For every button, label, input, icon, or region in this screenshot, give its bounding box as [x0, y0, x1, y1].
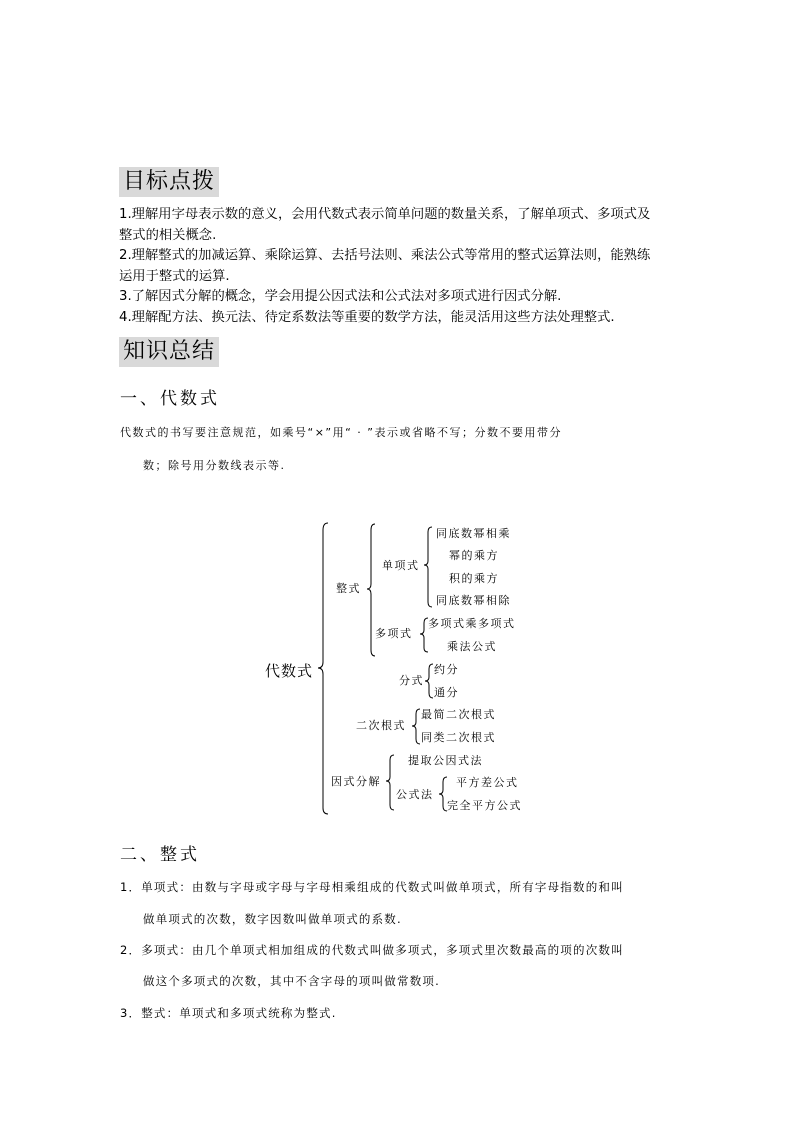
- definition-line: 做这个多项式的次数，其中不含字母的项叫做常数项.: [143, 974, 440, 988]
- goal-line: 运用于整式的运算.: [119, 268, 230, 284]
- brace-zhengshi: [367, 524, 375, 656]
- node-gongshifa: 公式法: [396, 788, 434, 801]
- node-duoxiangshi: 多项式: [375, 627, 413, 640]
- leaf-item: 完全平方公式: [447, 799, 522, 812]
- leaf-item: 积的乘方: [449, 572, 499, 585]
- section-title-algebraic-expression: 一、代数式: [120, 389, 220, 409]
- goals-paragraph: [119, 205, 679, 328]
- node-zhengshi: 整式: [336, 582, 361, 595]
- definition-line: 2．多项式：由几个单项式相加组成的代数式叫做多项式，多项式里次数最高的项的次数叫: [120, 943, 624, 957]
- goal-line: 3.了解因式分解的概念，学会用提公因式法和公式法对多项式进行因式分解.: [119, 289, 562, 304]
- leaf-item: 同底数幂相乘: [436, 527, 511, 540]
- brace-yinshi: [386, 755, 394, 810]
- definition-line: 做单项式的次数，数字因数叫做单项式的系数.: [143, 912, 402, 926]
- brace-fenshi: [425, 664, 433, 698]
- brace-duoxiangshi: [420, 618, 428, 652]
- node-genshi: 二次根式: [356, 719, 406, 732]
- leaf-item: 同底数幂相除: [436, 594, 511, 607]
- brace-gongshifa: [439, 777, 447, 811]
- goal-line: 1.理解用字母表示数的意义，会用代数式表示简单问题的数量关系，了解单项式、多项式及: [119, 207, 651, 222]
- leaf-item: 幂的乘方: [449, 549, 499, 562]
- goal-line: 整式的相关概念.: [119, 227, 217, 243]
- note-line: 代数式的书写要注意规范，如乘号“×”用“ · ”表示或省略不写；分数不要用带分: [120, 426, 562, 439]
- note-line: 数；除号用分数线表示等.: [143, 459, 286, 472]
- leaf-item: 同类二次根式: [421, 731, 496, 744]
- heading-knowledge-summary: 知识总结: [119, 337, 219, 367]
- goal-line: 4.理解配方法、换元法、待定系数法等重要的数学方法，能灵活用这些方法处理整式.: [119, 309, 615, 325]
- leaf-item: 平方差公式: [456, 776, 519, 789]
- definition-line: 1．单项式：由数与字母或字母与字母相乘组成的代数式叫做单项式，所有字母指数的和叫: [120, 880, 624, 894]
- leaf-item: 乘法公式: [447, 640, 497, 653]
- leaf-item: 通分: [434, 686, 459, 699]
- leaf-item: 约分: [434, 663, 459, 676]
- leaf-item: 最简二次根式: [421, 708, 496, 721]
- node-yinshi: 因式分解: [331, 775, 381, 788]
- brace-genshi: [412, 709, 420, 744]
- definition-line: 3．整式：单项式和多项式统称为整式.: [120, 1006, 337, 1020]
- goal-line: 2.理解整式的加减运算、乘除运算、去括号法则、乘法公式等常用的整式运算法则，能熟练: [119, 248, 651, 263]
- leaf-item: 提取公因式法: [408, 754, 483, 767]
- heading-target-guidance: 目标点拨: [119, 167, 219, 197]
- node-danxiangshi: 单项式: [382, 559, 420, 572]
- tree-root-label: 代数式: [265, 662, 314, 680]
- section-title-integral-expression: 二、整式: [120, 845, 200, 865]
- node-fenshi: 分式: [399, 674, 424, 687]
- brace-danxiangshi: [424, 527, 432, 607]
- leaf-item: 多项式乘多项式: [428, 617, 516, 630]
- brace-root: [318, 523, 328, 814]
